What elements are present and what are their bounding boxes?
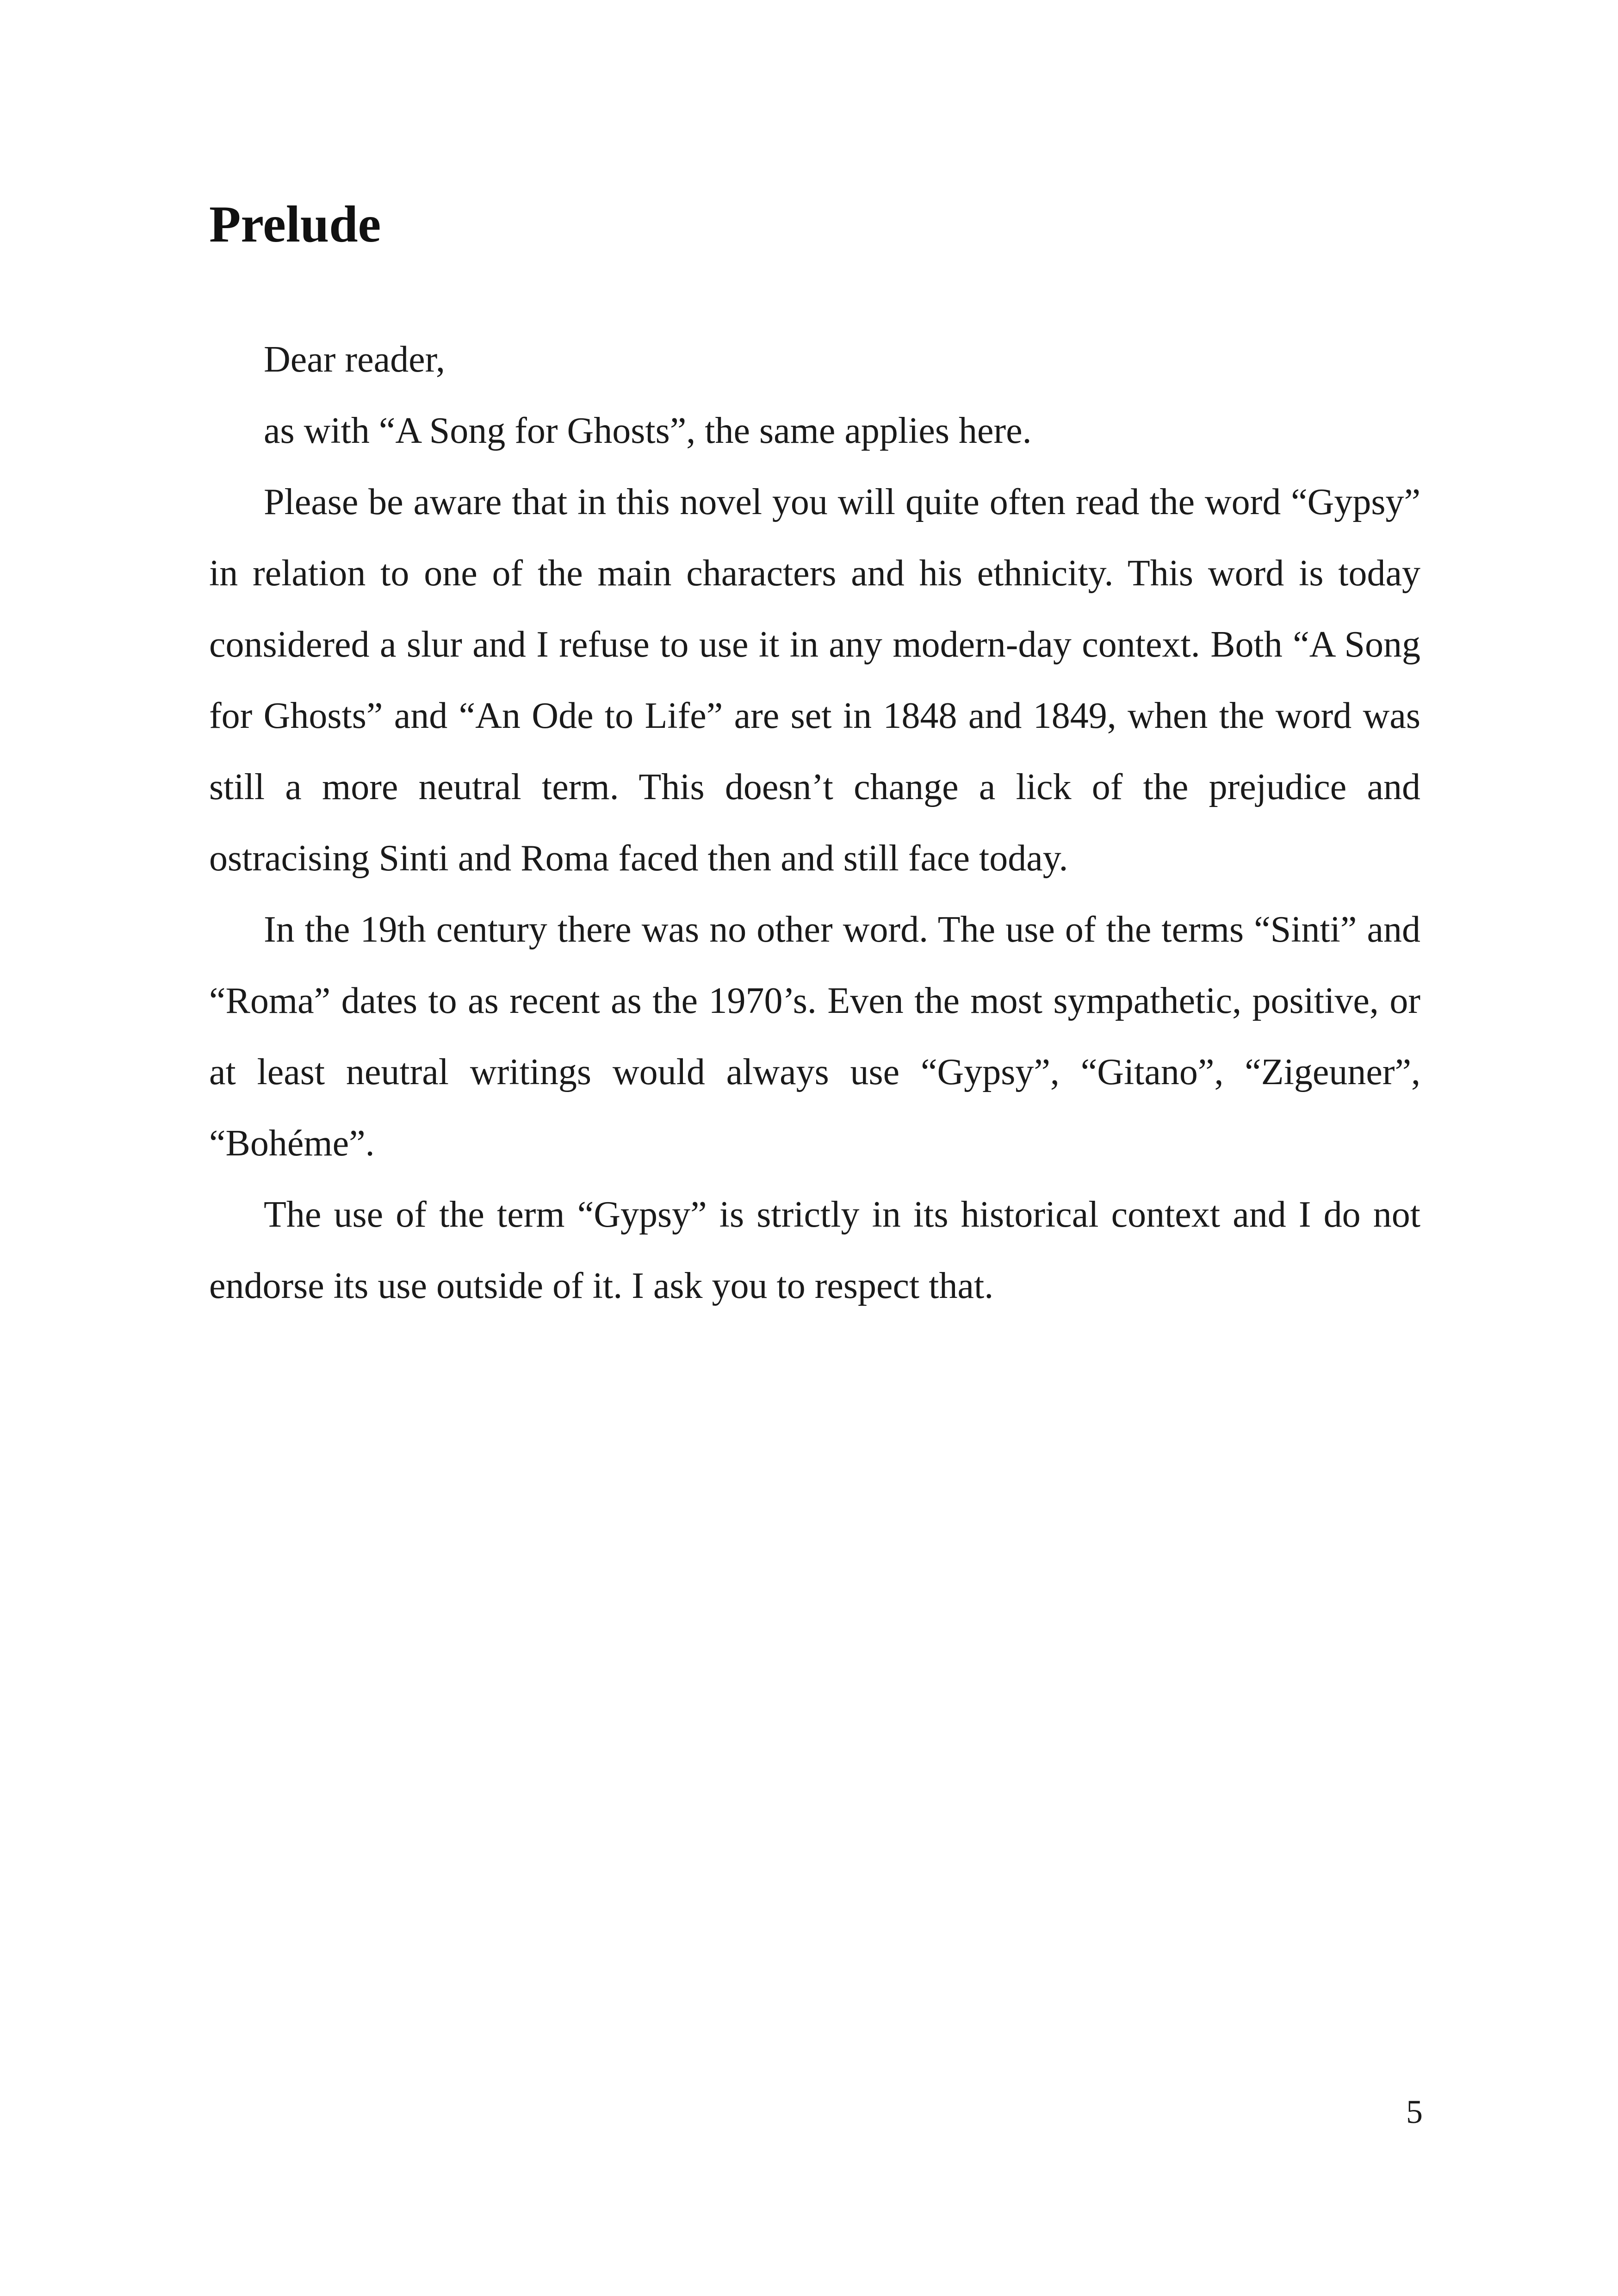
chapter-body [209, 324, 1420, 1322]
paragraph-intro: as with “A Song for Ghosts”, the same applies here. [264, 410, 1032, 451]
paragraph-history: In the 19th century there was no other word. The use of the terms “Sinti” and “Roma” dates to as recent as the 1970’s. Even the most sympathetic, positive, or at least neutral writings would always use “Gypsy”, “Gitano”, “Zigeuner”, “Bohéme”. [209, 909, 1420, 1164]
paragraph-awareness: Please be aware that in this novel you will quite often read the word “Gypsy” in relation to one of the main characters and his ethnicity. This word is today considered a slur and I refuse to use it in any modern-day context. Both “A Song for Ghosts” and “An Ode to Life” are set in 1848 and 1849, when the word was still a more neutral term. This doesn’t change a lick of the prejudice and ostracising Sinti and Roma faced then and still face today. [209, 482, 1420, 879]
page-number: 5 [1406, 2093, 1423, 2130]
paragraph-salutation: Dear reader, [264, 339, 446, 380]
chapter-heading: Prelude [209, 196, 381, 253]
paragraph-closing: The use of the term “Gypsy” is strictly in its historical context and I do not endorse its use outside of it. I ask you to respect that. [209, 1194, 1420, 1306]
